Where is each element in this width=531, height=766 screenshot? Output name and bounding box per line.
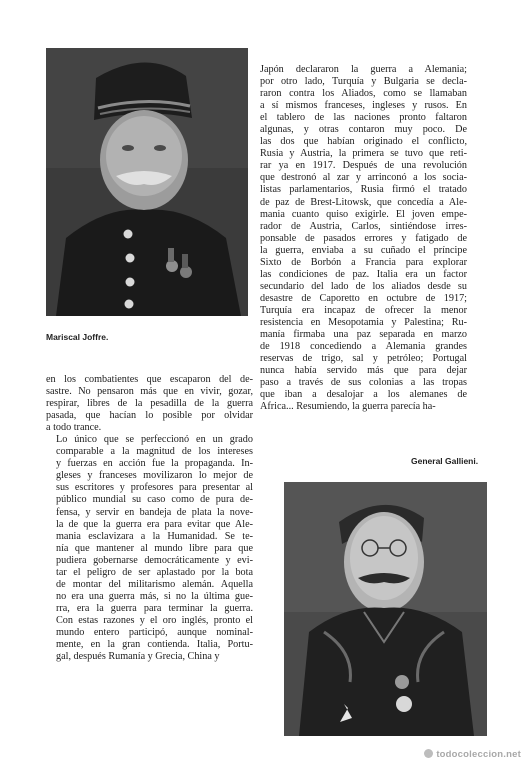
text-line: en los combatientes que escaparon del de-: [46, 374, 253, 385]
text-column-right: [260, 64, 467, 413]
text-line: Rusia y Austria, la primera se tuvo que reti-: [260, 148, 467, 160]
watermark-text: todocoleccion.net: [436, 749, 521, 760]
text-line: Japón declararon la guerra a Alemania;: [260, 64, 467, 75]
text-line: reservas de trigo, sal y petróleo; Portugal: [260, 353, 467, 365]
text-line: tar el peligro de ser aplastado por la bota: [56, 566, 253, 578]
text-line: Africa... Resumiendo, la guerra parecía ha-: [260, 401, 436, 413]
text-line: de montar del militarismo alemán. Aquella: [56, 578, 253, 590]
text-line: gleses y franceses movilizaron lo mejor de: [56, 470, 253, 482]
text-line: sastre. No pensaron más que en vivir, gozar,: [46, 386, 253, 398]
text-line: secundario del lado de los aliados desde su: [260, 280, 467, 292]
text-line: resistencia en Mesopotamia y Palestina; Ru-: [260, 316, 467, 328]
caption-gallieni: General Gallieni.: [411, 456, 479, 466]
text-line: nía que mantener al mundo libre para que: [56, 542, 253, 554]
text-line: la guerra, enviaba a su cuñado el príncipe: [260, 244, 467, 256]
text-line: pudiera gobernarse democráticamente y evi-: [56, 554, 253, 566]
text-line: de paz de Brest-Litowsk, que concedía a Ale-: [260, 196, 467, 208]
text-line: pasada, que hacían lo posible por olvidar: [46, 410, 253, 422]
text-line: Sixto de Borbón a Francia para explorar: [260, 256, 467, 268]
text-line: las dos que habían originado el conflicto,: [260, 136, 467, 148]
text-line: desastre de Caporetto en octubre de 1917;: [260, 292, 467, 304]
text-line: nunca había servido más que para dejar: [260, 365, 467, 377]
text-line: las condiciones de paz. Italia era un factor: [260, 268, 467, 280]
text-line: paso a través de sus colonias a las tropas: [260, 377, 467, 389]
text-column-left: [46, 374, 253, 663]
text-line: el tablero de las naciones pronto faltaron: [260, 112, 467, 124]
text-line: que iban a desalojar a los alemanes de: [260, 389, 467, 401]
text-line: fensa, y servir en bandeja de plata la nove-: [56, 506, 253, 518]
text-line: mundo entero participó, aunque nominal-: [56, 626, 253, 638]
text-line: mente, en la gran contienda. Italia, Portu-: [56, 639, 253, 651]
text-line: manía firmaba una paz separada en marzo: [260, 329, 467, 341]
text-line: Lo único que se perfeccionó en un grado: [56, 434, 253, 446]
photo-general-gallieni: [284, 482, 487, 736]
text-line: a todo trance.: [46, 422, 102, 434]
text-line: algunas, y otras contaron muy poco. De: [260, 124, 467, 136]
text-line: Turquía era incapaz de ofrecer la menor: [260, 304, 467, 316]
text-line: respirar, libres de la pesadilla de la guerra: [46, 398, 253, 410]
text-line: mania cuanto quiso exigirle. El joven empe-: [260, 208, 467, 220]
text-line: la de que la guerra era para evitar que Ale-: [56, 518, 253, 530]
text-line: a sí mismos franceses, ingleses y rusos. En: [260, 100, 467, 112]
caption-joffre: Mariscal Joffre.: [46, 332, 109, 342]
text-line: sus escritores y profesores para presentar al: [56, 482, 253, 494]
text-line: por otro lado, Turquía y Bulgaria se decla-: [260, 76, 467, 88]
text-line: rra, era la guerra para terminar la guerra.: [56, 602, 253, 614]
text-line: comparable a la magnitud de los intereses: [56, 446, 253, 458]
text-line: de 1918 concediendo a Alemania grandes: [260, 341, 467, 353]
text-line: rador de Austria, Carlos, sintiéndose irres-: [260, 220, 467, 232]
gallieni-portrait-image: [284, 482, 487, 736]
photo-mariscal-joffre: [46, 48, 248, 316]
text-line: que destronó al zar y arrinconó a los socia-: [260, 172, 467, 184]
text-line: mania esclavizara a la Humanidad. Se te-: [56, 530, 253, 542]
text-line: raron contra los Aliados, como se llamaban: [260, 88, 467, 100]
watermark-logo-icon: [424, 749, 433, 758]
joffre-portrait-image: [46, 48, 248, 316]
watermark: [424, 749, 521, 760]
text-line: público mundial su caso como de pura de-: [56, 494, 253, 506]
text-line: y fuerzas en acción fue la propaganda. In-: [56, 458, 253, 470]
text-line: no era una guerra más, si no la última gue-: [56, 590, 253, 602]
text-line: gal, después Rumanía y Grecia, China y: [56, 651, 220, 663]
text-line: ponsable de pasados errores y fatigado de: [260, 232, 467, 244]
text-line: Con estas razones y el oro inglés, pronto el: [56, 614, 253, 626]
text-line: listas parlamentarios, Rusia firmó el tratado: [260, 184, 467, 196]
text-line: rar ya en 1917. Después de una revolución: [260, 160, 467, 172]
